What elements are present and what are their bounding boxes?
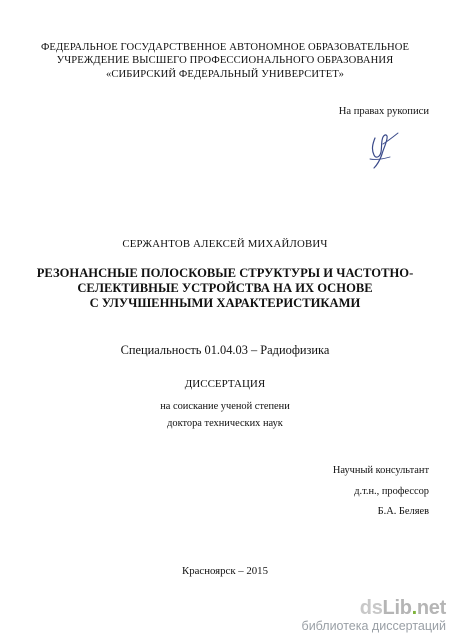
advisor-role: Научный консультант: [332, 465, 429, 476]
author-name: СЕРЖАНТОВ АЛЕКСЕЙ МИХАЙЛОВИЧ: [122, 238, 328, 250]
scientific-advisor: [333, 461, 429, 523]
city-year: Красноярск – 2015: [182, 565, 268, 577]
institution-line-2: УЧРЕЖДЕНИЕ ВЫСШЕГО ПРОФЕССИОНАЛЬНОГО ОБРАЗОВАНИЯ: [56, 55, 394, 67]
logo-part-lib: Lib: [382, 597, 412, 619]
specialty: Специальность 01.04.03 – Радиофизика: [120, 343, 330, 357]
dslib-watermark: [302, 598, 446, 633]
logo-part-net: net: [416, 597, 446, 619]
degree-line-1: на соискание ученой степени: [160, 401, 290, 412]
advisor-title: д.т.н., профессор: [354, 485, 429, 497]
institution-line-1: ФЕДЕРАЛЬНОЕ ГОСУДАРСТВЕННОЕ АВТОНОМНОЕ ОБРАЗОВАТЕЛЬНОЕ: [40, 42, 410, 53]
watermark-subtitle: библиотека диссертаций: [301, 619, 446, 633]
institution-line-3: «СИБИРСКИЙ ФЕДЕРАЛЬНЫЙ УНИВЕРСИТЕТ»: [105, 68, 345, 80]
title-line-3: С УЛУЧШЕННЫМИ ХАРАКТЕРИСТИКАМИ: [89, 296, 361, 310]
document-type: ДИССЕРТАЦИЯ: [184, 378, 266, 390]
degree-line-2: доктора технических наук: [167, 418, 283, 429]
degree-info: [0, 398, 450, 432]
title-line-1: РЕЗОНАНСНЫЕ ПОЛОСКОВЫЕ СТРУКТУРЫ И ЧАСТОТНО-: [36, 266, 414, 280]
handwritten-signature: [362, 128, 402, 170]
advisor-name: Б.А. Беляев: [377, 506, 429, 517]
logo-part-ds: ds: [359, 597, 383, 619]
rights-note: На правах рукописи: [338, 106, 429, 117]
dissertation-title: [0, 266, 450, 311]
institution-header: [0, 41, 450, 81]
dslib-logo: [302, 598, 446, 618]
title-line-2: СЕЛЕКТИВНЫЕ УСТРОЙСТВА НА ИХ ОСНОВЕ: [77, 281, 373, 295]
logo-part-dot: .: [411, 597, 417, 619]
